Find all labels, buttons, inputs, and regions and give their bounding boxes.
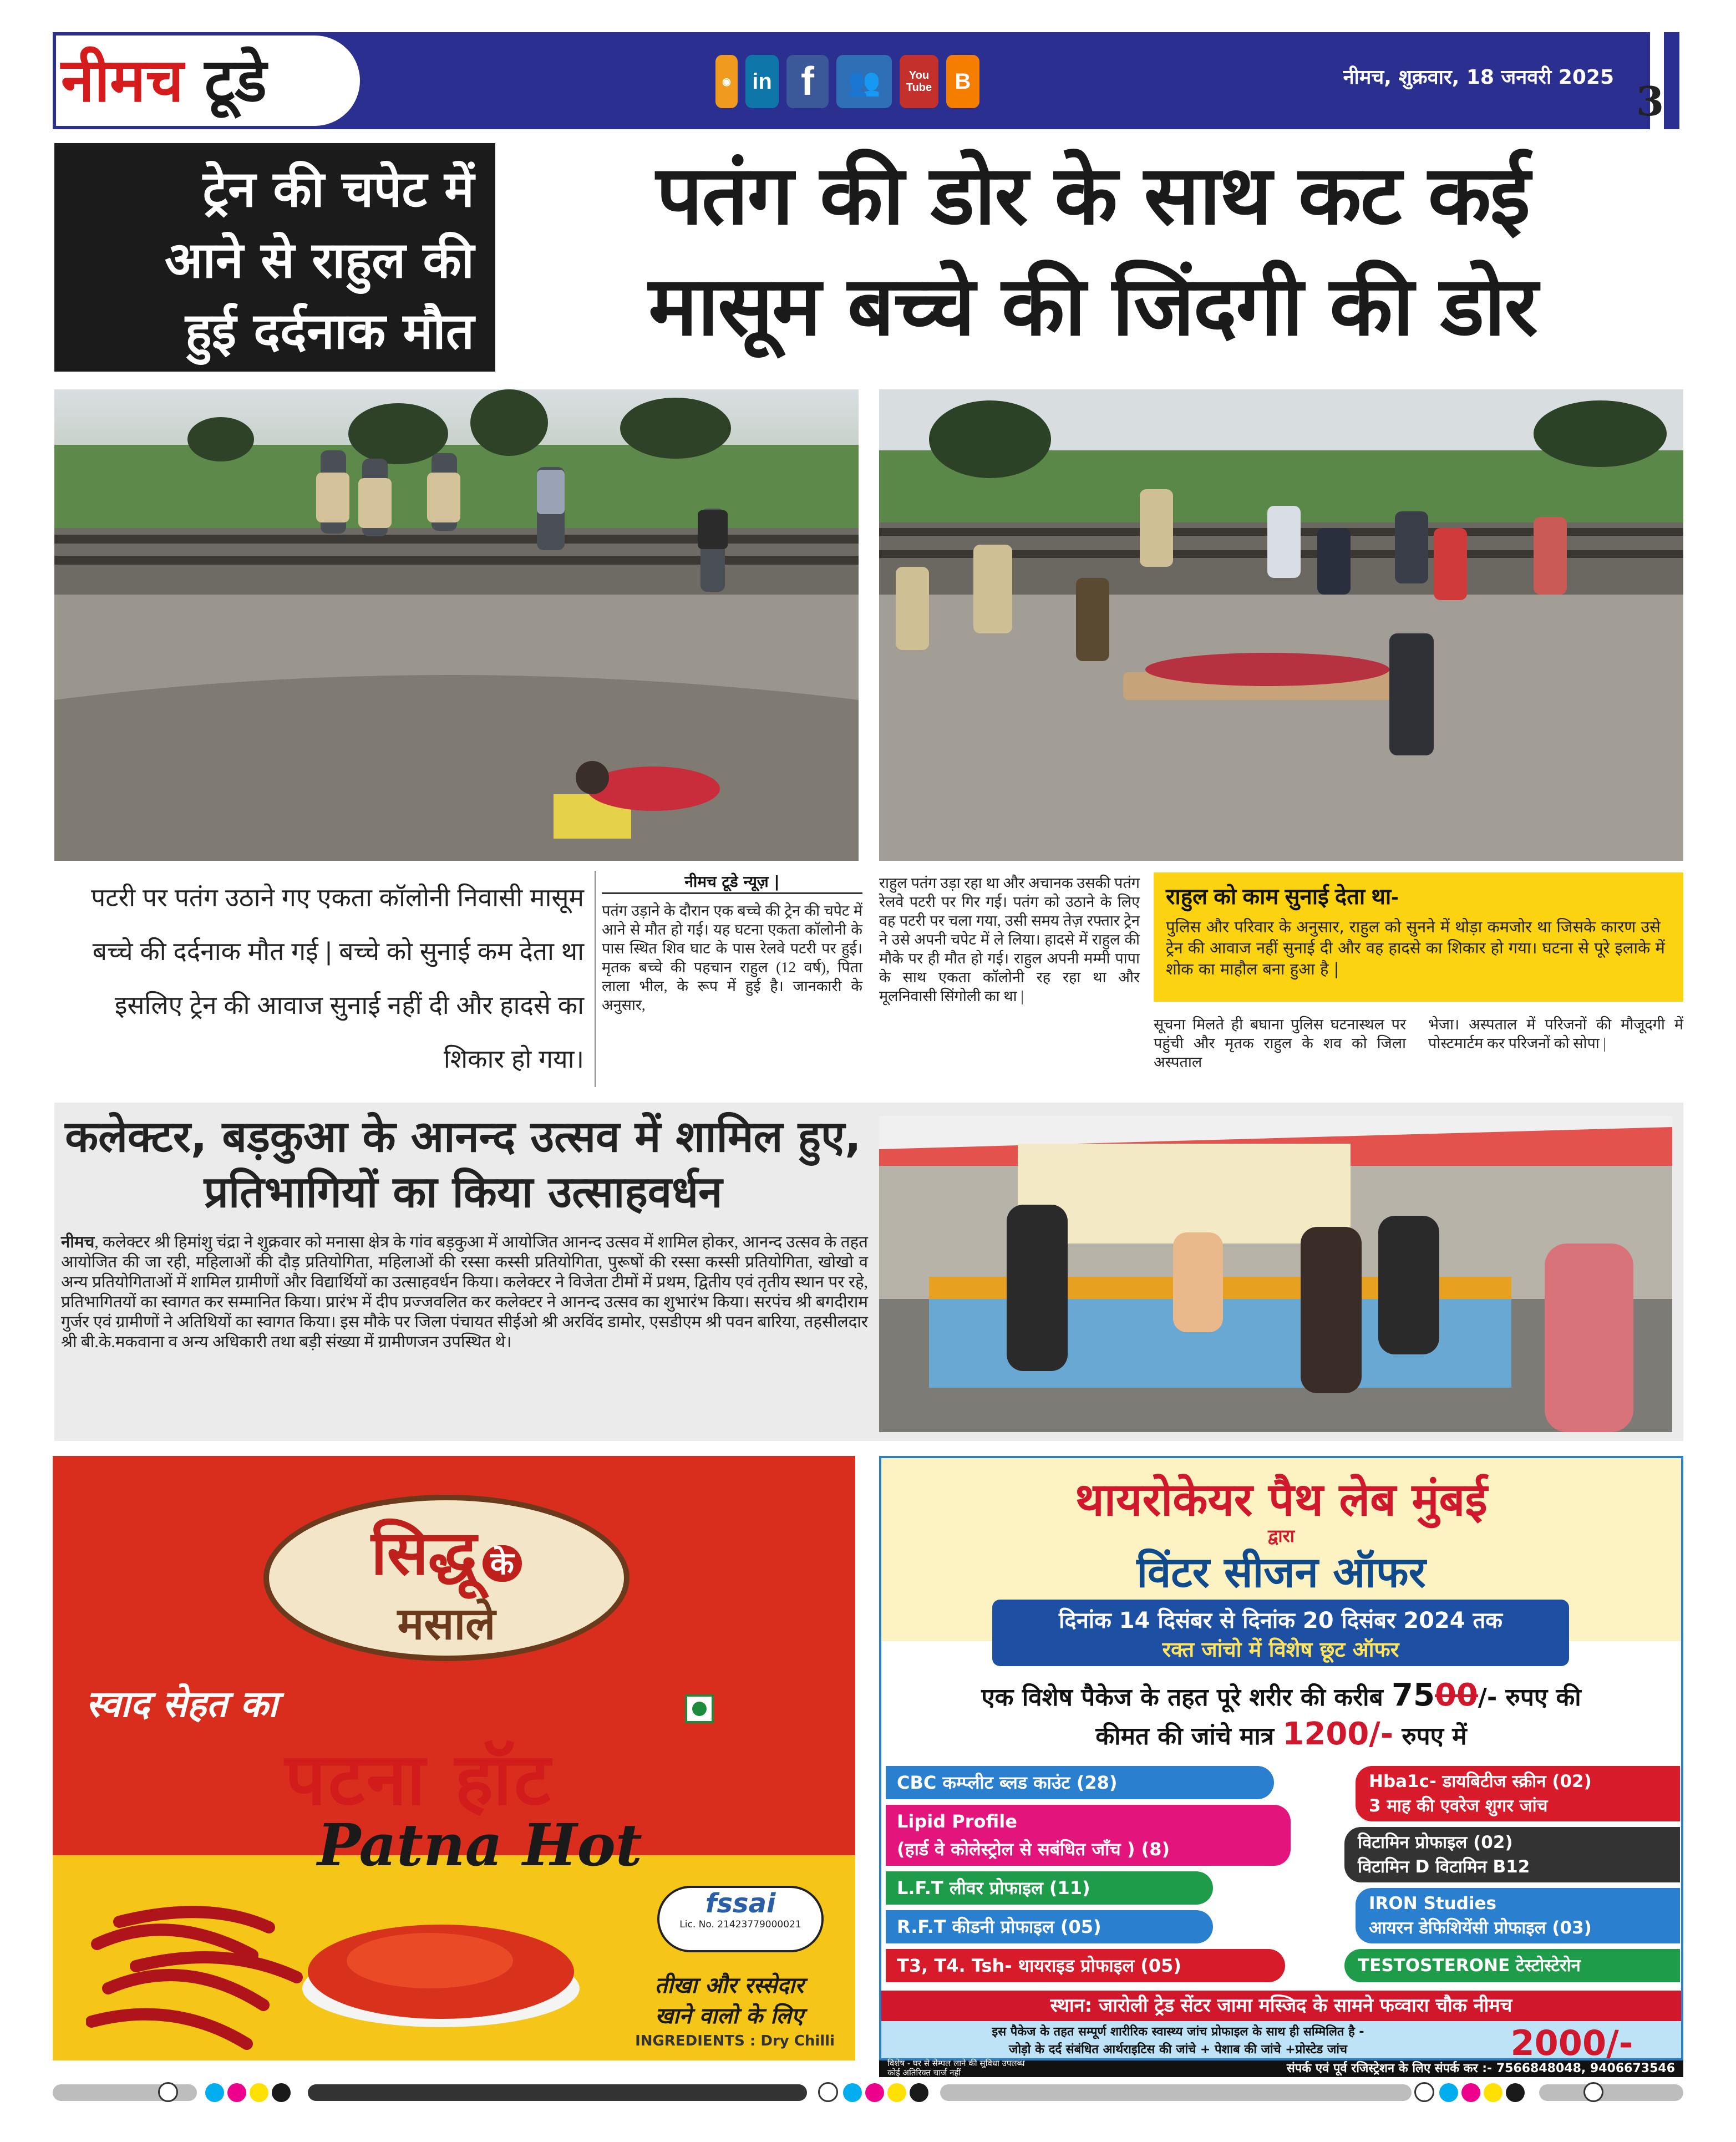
cyan-swatch: [1439, 2083, 1458, 2102]
kicker-headline: [54, 143, 495, 372]
lab-home-sample-note: [887, 2059, 1120, 2078]
test-lft: L.F.T लीवर प्रोफाइल (11): [886, 1871, 1213, 1905]
lab-by: द्वारा: [1267, 1525, 1295, 1546]
test-hba1c: [1356, 1766, 1680, 1821]
accident-scene-photo-1: [54, 389, 859, 861]
veg-mark-icon: [685, 1694, 714, 1723]
blogger-label: B: [955, 69, 971, 94]
test-rft: R.F.T कीडनी प्रोफाइल (05): [886, 1910, 1213, 1943]
yellow-swatch: [887, 2083, 906, 2102]
main-headline-line-2: मासूम बच्चे की जिंदगी की डोर: [648, 258, 1537, 354]
lab-new-price: 1200/-: [1282, 1716, 1393, 1752]
masala-advertisement[interactable]: [53, 1456, 855, 2060]
lab-combo-line1: इस पैकेज के तहत सम्पूर्ण शारीरिक स्वास्थ्य जांच प्रोफाइल के साथ ही सम्मिलित है -: [992, 2025, 1364, 2039]
magenta-swatch: [865, 2083, 884, 2102]
anand-utsav-photo: [879, 1116, 1672, 1432]
fssai-license: Lic. No. 21423779000021: [679, 1919, 801, 1930]
masala-slogan-line2: खाने वालो के लिए: [655, 2003, 804, 2029]
masala-tagline: स्वाद सेहत का: [86, 1683, 278, 1725]
linkedin-icon[interactable]: [745, 55, 779, 108]
dateline: नीमच, शुक्रवार, 18 जनवरी 2025: [1343, 66, 1614, 89]
rss-icon[interactable]: ◉: [715, 55, 738, 108]
crosshair-icon: [158, 2082, 178, 2102]
kicker-line-2: आने से राहुल की: [164, 231, 474, 290]
crosshair-icon: [818, 2082, 838, 2102]
crosshair-icon: [1583, 2082, 1603, 2102]
main-headline: [502, 140, 1683, 373]
story-column-4: भेजा। अस्पताल में परिजनों की मौजूदगी में पोस्टमार्टम कर परिजनों को सोपा |: [1428, 1016, 1683, 1052]
color-swatches: [843, 2083, 937, 2102]
masala-brand-name: सिद्धू: [371, 1517, 477, 1588]
youtube-label: You Tube: [906, 69, 932, 94]
lab-contact: संपर्क एवं पूर्व रजिस्ट्रेशन के लिए संपर्क कर :- 7566848048, 9406673546: [1286, 2062, 1675, 2075]
black-swatch: [272, 2083, 291, 2102]
highlight-box-title: राहुल को काम सुनाई देता था-: [1166, 885, 1399, 909]
fssai-logo: fssai: [705, 1888, 776, 1919]
masala-slogan-line1: तीखा और रस्सेदार: [654, 1973, 804, 1998]
youtube-icon[interactable]: [900, 55, 938, 108]
cyan-swatch: [205, 2083, 224, 2102]
main-headline-line-1: पतंग की डोर के साथ कट कई: [656, 148, 1530, 243]
facebook-icon[interactable]: [786, 55, 829, 108]
page-number: 3: [1636, 78, 1664, 125]
registration-bar: [1539, 2084, 1683, 2101]
lab-combo-price: 2000/-: [1510, 2023, 1633, 2060]
yellow-swatch: [1484, 2083, 1502, 2102]
collector-story-body: [61, 1232, 868, 1438]
lab-package-text-d: रुपए में: [1402, 1722, 1467, 1750]
lab-package-text-b: /- रुपए की: [1478, 1683, 1581, 1712]
lab-advertisement[interactable]: [879, 1456, 1683, 2060]
color-swatches: [1439, 2083, 1534, 2102]
cyan-swatch: [843, 2083, 862, 2102]
test-lipid-detail: (हार्ड वे कोलेस्ट्रोल से सबंधित जाँच ) (8): [897, 1839, 1170, 1860]
test-lipid: [886, 1805, 1291, 1866]
test-iron-detail: आयरन डेफिशियेंसी प्रोफाइल (03): [1369, 1918, 1592, 1938]
story-column-3: सूचना मिलते ही बघाना पुलिस घटनास्थल पर पहुंची और मृतक राहुल के शव को जिला अस्पताल: [1154, 1016, 1406, 1070]
lab-package-text-a: एक विशेष पैकेज के तहत पूरे शरीर की करीब: [981, 1683, 1383, 1712]
lab-old-price-b: 00: [1434, 1677, 1478, 1713]
test-thyroid: T3, T4. Tsh- थायराइड प्रोफाइल (05): [886, 1949, 1285, 1982]
accident-scene-photo-2: [879, 389, 1683, 861]
logo-word-neemuch: नीमच: [61, 45, 184, 115]
story-column-1: पतंग उड़ाने के दौरान एक बच्चे की ट्रेन की चपेट में आने से मौत हो गई। यह घटना एकता कॉलोनी के पास स्थित शिव घाट के पास रेलवे पटरी पर हुई। मृतक बच्चे की पहचान राहुल (12 वर्ष), पिता लाला भील, के रूप में हुई है। जानकारी के अनुसार,: [602, 902, 862, 1013]
test-testosterone: TESTOSTERONE टेस्टोस्टेरोन: [1344, 1949, 1680, 1982]
lab-note-2: कोई अतिरिक्त चार्ज नहीं: [887, 2068, 961, 2078]
test-iron-label: IRON Studies: [1369, 1894, 1497, 1913]
registration-bar: [308, 2084, 807, 2101]
group-icon[interactable]: 👥: [836, 55, 892, 108]
black-swatch: [910, 2083, 928, 2102]
registration-bar: [940, 2084, 1412, 2101]
lab-date-line1: दिनांक 14 दिसंबर से दिनांक 20 दिसंबर 2024 तक: [1058, 1608, 1503, 1633]
fssai-badge: [657, 1886, 824, 1952]
logo-word-today: टूडे: [204, 45, 267, 115]
story-column-2: राहुल पतंग उड़ा रहा था और अचानक उसकी पतंग रेलवे पटरी पर गिर गई। पतंग को उठाने के लिए वह पटरी पर चला गया, उसी समय तेज़ रफ्तार ट्रेन ने उसे अपनी चपेट में ले लिया। हादसे में राहुल की मौके पर ही मौत हो गई। राहुल अपनी मम्मी पापा के साथ एकता कॉलोनी रह रहा था और मूलनिवासी सिंगोली का था |: [879, 875, 1140, 1004]
lab-date-box: [992, 1600, 1569, 1666]
facebook-label: f: [801, 59, 814, 104]
column-divider: [595, 871, 598, 1087]
masala-brand-suffix: के: [483, 1545, 522, 1582]
highlight-box: [1154, 872, 1683, 1002]
collector-story-text: , कलेक्टर श्री हिमांशु चंद्रा ने शुक्रवार को मनासा क्षेत्र के गांव बड़कुआ में आयोजित आनन्द उत्सव में शामिल होकर, आनन्द उत्सव के तहत आयोजित की जा रही, महिलाओं की दौड़ प्रतियोगिता, महिलाओं की रस्सा कस्सी प्रतियोगिता, पुरूषों की रस्सा कस्सी प्रतियोगिता, खोखो व अन्य प्रतियोगिताओं में शामिल ग्रामीणों और विद्यार्थियों का उत्साहवर्धन किया। कलेक्टर ने विजेता टीमों में प्रथम, द्वितीय एवं तृतीय स्थान पर रहे, प्रतिभागितयों का स्वागत कर सम्मानित किया। प्रारंभ में दीप प्रज्जवलित कर कलेक्टर ने आनन्द उत्सव का शुभारंभ किया। सरपंच श्री बगदीराम गुर्जर एवं ग्रामीणों ने अतिथियों का स्वागत किया। इस मौके पर जिला पंचायत सीईओ श्री अरविंद डामोर, एसडीएम श्री पवन बारिया, तहसीलदार श्री बी.के.मकवाना व अन्य अधिकारी तथा बड़ी संख्या में ग्रामीणजन उपस्थित थे।: [61, 1234, 868, 1351]
lab-package-line2: [881, 1716, 1681, 1755]
masala-product-english: Patna Hot: [317, 1811, 642, 1879]
test-vitamin-detail: विटामिन D विटामिन B12: [1358, 1857, 1530, 1877]
test-iron: [1356, 1888, 1680, 1943]
test-lipid-label: Lipid Profile: [897, 1811, 1017, 1832]
test-vitamin-label: विटामिन प्रोफाइल (02): [1358, 1833, 1513, 1852]
collector-story-headline: कलेक्टर, बड़कुआ के आनन्द उत्सव में शामिल हुए, प्रतिभागियों का किया उत्साहवर्धन: [65, 1112, 861, 1217]
black-swatch: [1506, 2083, 1525, 2102]
blogger-icon[interactable]: [946, 55, 979, 108]
story-lede: पटरी पर पतंग उठाने गए एकता कॉलोनी निवासी मासूम बच्चे की दर्दनाक मौत गई | बच्चे को सुनाई कम देता था इसलिए ट्रेन की आवाज सुनाई नहीं दी और हादसे का शिकार हो गया।: [91, 883, 584, 1073]
masala-product-hindi: पटना हॉट: [285, 1737, 553, 1821]
masala-ingredients: INGREDIENTS : Dry Chilli: [635, 2033, 835, 2049]
lab-old-price: [1392, 1677, 1478, 1713]
lab-package-text-c: कीमत की जांचे मात्र: [1095, 1722, 1275, 1750]
highlight-box-body: पुलिस और परिवार के अनुसार, राहुल को सुनने में थोड़ा कमजोर था जिसके कारण उसे ट्रेन की आवाज नहीं सुनाई दी और वह हादसे का शिकार हो गया। घटना से पूरे इलाके में शोक का माहौल बना हुआ है |: [1166, 917, 1665, 978]
collector-story-dateline: नीमच: [61, 1234, 95, 1251]
test-hba1c-detail: 3 माह की एवरेज शुगर जांच: [1369, 1796, 1548, 1816]
linkedin-label: in: [752, 69, 772, 94]
lab-package-line1: [881, 1677, 1681, 1716]
lab-old-price-a: 75: [1392, 1677, 1435, 1713]
social-icons: [715, 51, 1026, 112]
test-hba1c-label: Hba1c- डायबिटीज स्क्रीन (02): [1369, 1772, 1592, 1791]
color-swatches: [205, 2083, 300, 2102]
chilli-and-powder-image: [86, 1877, 618, 2055]
lab-combo-line2: जोड़ो के दर्द संबंधित आर्थराइटिस की जांचे + पेशाब की जांचे +प्रोस्टेड जांच: [1009, 2043, 1347, 2057]
lab-location: स्थान: जारोली ट्रेड सेंटर जामा मस्जिद के सामने फव्वारा चौक नीमच: [881, 1991, 1681, 2021]
kicker-line-1: ट्रेन की चपेट में: [202, 160, 474, 219]
crosshair-icon: [1414, 2082, 1434, 2102]
lab-title: थायरोकेयर पैथ लेब मुंबई: [1075, 1474, 1488, 1526]
lab-offer: विंटर सीजन ऑफर: [1136, 1547, 1426, 1597]
magenta-swatch: [227, 2083, 246, 2102]
magenta-swatch: [1461, 2083, 1480, 2102]
byline: नीमच टूडे न्यूज़ |: [602, 871, 862, 894]
yellow-swatch: [250, 2083, 268, 2102]
print-registration-strip: [53, 2080, 1683, 2104]
kicker-line-3: हुई दर्दनाक मौत: [185, 302, 474, 361]
lab-note-1: विशेष - घर से सेम्पल लाने की सुविधा उपलब्ध: [887, 2058, 1025, 2068]
test-cbc: CBC कम्प्लीट ब्लड काउंट (28): [886, 1766, 1274, 1799]
lab-date-line2: रक्त जांचो में विशेष छूट ऑफर: [1162, 1637, 1399, 1662]
masala-brand-line2: मसाले: [397, 1597, 496, 1649]
masala-brand: [286, 1517, 607, 1589]
test-vitamin: [1344, 1827, 1680, 1882]
newspaper-logo[interactable]: [61, 39, 361, 122]
